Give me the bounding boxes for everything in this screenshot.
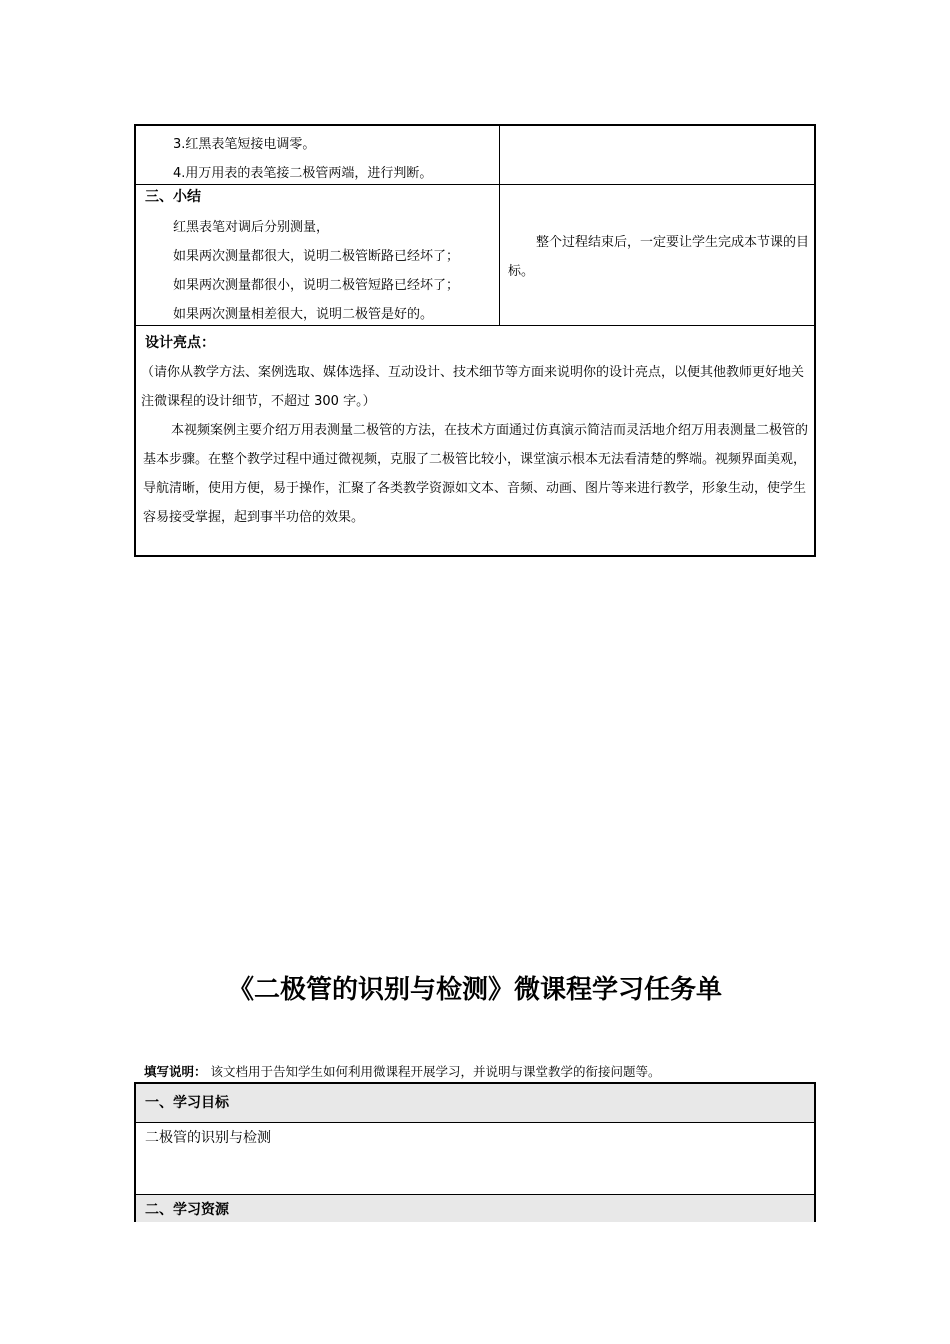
fill-label: 填写说明：	[144, 1064, 207, 1079]
section-heading-bg	[136, 1195, 814, 1222]
section2-heading: 二、学习资源	[145, 1202, 229, 1218]
highlights-instruction: （请你从教学方法、案例选取、媒体选择、互动设计、技术细节等方面来说明你的设计亮点，以便其他教师更好地关注微课程的设计细节，不超过 300 字。）	[141, 365, 805, 409]
task-sheet-table	[134, 1082, 816, 1222]
row-divider	[136, 184, 814, 185]
summary-line: 如果两次测量相差很大，说明二极管是好的。	[173, 307, 434, 322]
section1-content: 二极管的识别与检测	[145, 1130, 271, 1146]
task-sheet-title: 《二极管的识别与检测》微课程学习任务单	[227, 975, 722, 1005]
section-heading-bg	[136, 1084, 814, 1122]
column-divider	[499, 126, 500, 325]
lesson-plan-table	[134, 124, 816, 557]
step-4-text: 4.用万用表的表笔接二极管两端，进行判断。	[173, 166, 433, 181]
summary-line: 红黑表笔对调后分别测量，	[173, 220, 330, 235]
row-divider	[136, 1122, 814, 1123]
highlights-body: 本视频案例主要介绍万用表测量二极管的方法，在技术方面通过仿真演示简洁而灵活地介绍万用表测量二极管的基本步骤。在整个教学过程中通过微视频，克服了二极管比较小，课堂演示根本无法看清楚的弊端。视频界面美观，导航清晰，使用方便，易于操作，汇聚了各类教学资源如文本、音频、动画、图片等来进行教学，形象生动，使学生容易接受掌握，起到事半功倍的效果。	[143, 423, 809, 525]
summary-line: 如果两次测量都很小，说明二极管短路已经坏了；	[173, 278, 460, 293]
summary-line: 如果两次测量都很大，说明二极管断路已经坏了；	[173, 249, 460, 264]
fill-instructions	[144, 1062, 661, 1080]
fill-text: 该文档用于告知学生如何利用微课程开展学习，并说明与课堂教学的衔接问题等。	[210, 1064, 661, 1079]
row-divider	[136, 325, 814, 326]
section1-heading: 一、学习目标	[145, 1095, 229, 1111]
summary-note: 整个过程结束后，一定要让学生完成本节课的目标。	[508, 235, 810, 279]
summary-heading: 三、小结	[145, 189, 201, 205]
step-3-text: 3.红黑表笔短接电调零。	[173, 137, 316, 152]
highlights-heading: 设计亮点：	[145, 335, 215, 351]
